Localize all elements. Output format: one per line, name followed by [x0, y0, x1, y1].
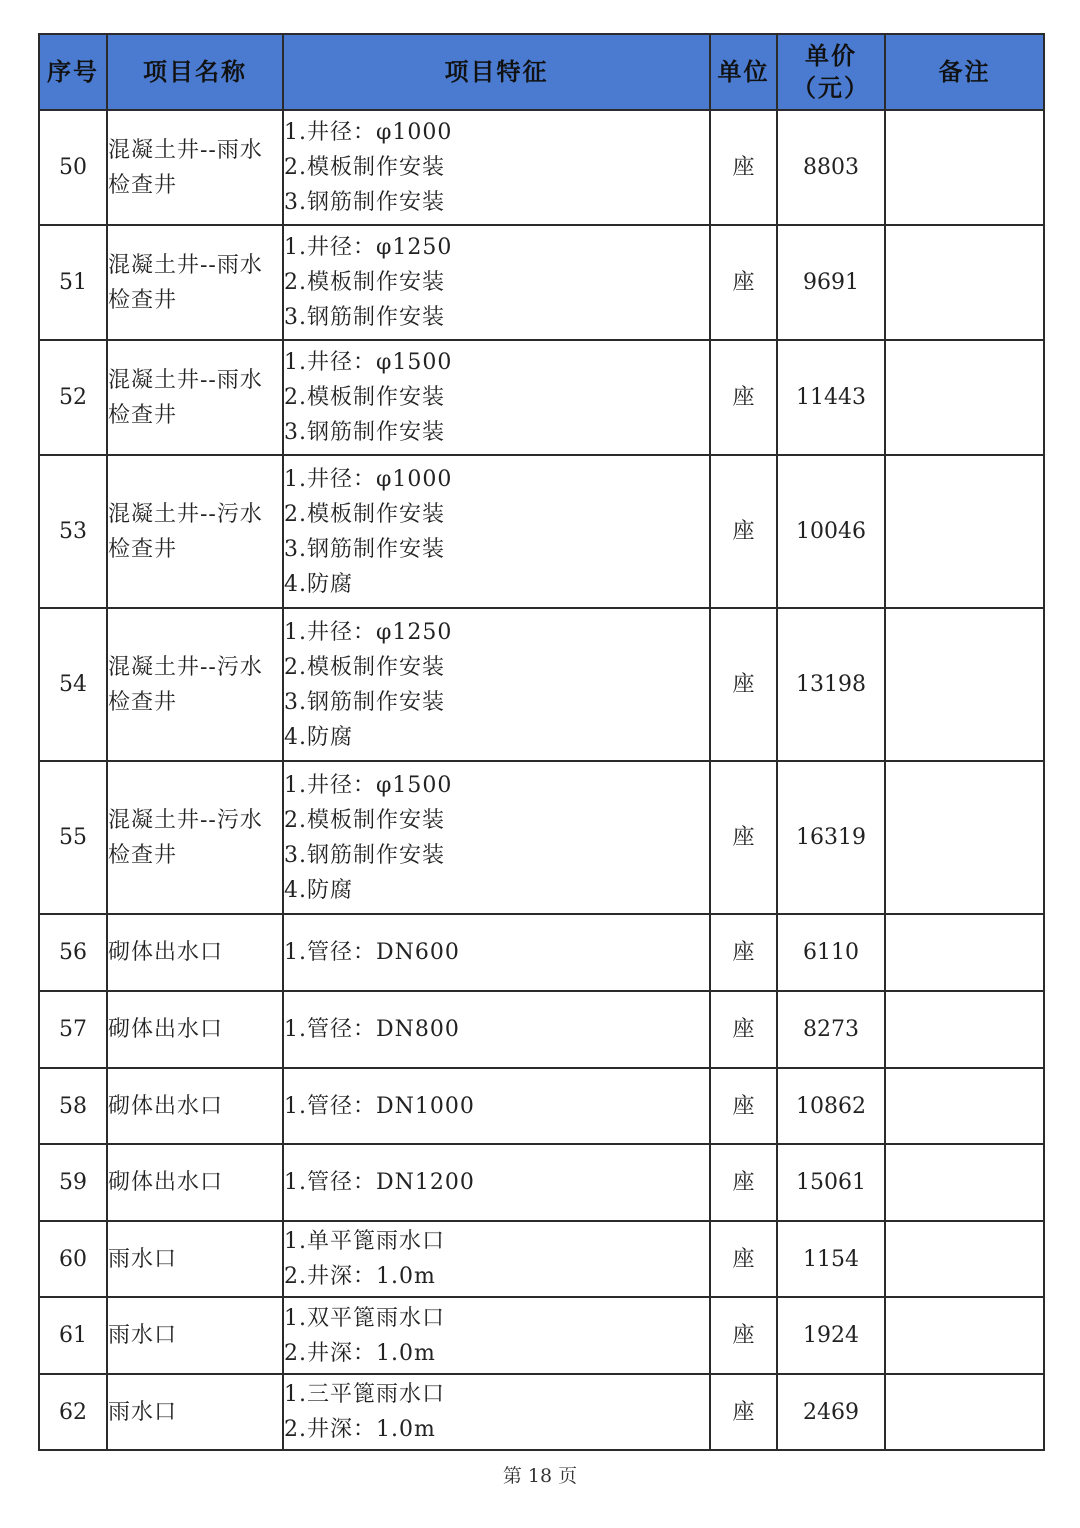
row-name-cell [107, 1221, 283, 1297]
table-row [39, 110, 1044, 225]
row-feature-line: 1.三平篦雨水口 [284, 1382, 445, 1407]
row-feature-line: 2.模板制作安装 [284, 501, 445, 527]
row-note-cell [885, 1144, 1044, 1221]
row-feature-line: 3.钢筋制作安装 [284, 689, 445, 715]
row-name-line: 检查井 [108, 536, 178, 562]
row-note-cell [885, 914, 1044, 991]
row-feature-cell [283, 1221, 710, 1297]
table-row [39, 608, 1044, 761]
row-price-cell: 10046 [777, 455, 885, 608]
table-row [39, 1297, 1044, 1374]
table-header [39, 34, 1044, 110]
row-unit-cell: 座 [710, 455, 777, 608]
row-name-line: 砌体出水口 [108, 1170, 224, 1195]
row-name-line: 雨水口 [108, 1323, 178, 1348]
row-feature-line: 1.双平篦雨水口 [284, 1305, 445, 1331]
row-feature-cell [283, 1297, 710, 1374]
row-name-cell [107, 455, 283, 608]
row-name-line: 雨水口 [108, 1246, 178, 1272]
table-row [39, 455, 1044, 608]
row-name-cell [107, 608, 283, 761]
row-feature-line: 2.井深：1.0m [284, 1340, 436, 1366]
table-body [39, 110, 1044, 1450]
row-feature-cell [283, 914, 710, 991]
row-feature-cell [283, 1374, 710, 1450]
row-price-cell: 16319 [777, 761, 885, 914]
row-name-line: 混凝土井--污水 [108, 807, 263, 833]
row-feature-cell [283, 110, 710, 225]
row-feature-line: 3.钢筋制作安装 [284, 190, 445, 215]
row-feature-line: 4.防腐 [284, 571, 353, 597]
row-price-cell: 15061 [777, 1144, 885, 1221]
row-name-line: 混凝土井--污水 [108, 501, 263, 527]
row-feature-line: 1.井径：φ1250 [284, 619, 453, 645]
header-name: 项目名称 [107, 34, 283, 110]
row-name-cell [107, 1374, 283, 1450]
row-price-cell: 6110 [777, 914, 885, 991]
table-row [39, 991, 1044, 1068]
row-note-cell [885, 1068, 1044, 1144]
row-feature-line: 4.防腐 [284, 877, 353, 903]
row-feature-cell [283, 340, 710, 455]
row-seq-cell: 50 [39, 110, 107, 225]
row-feature-cell [283, 991, 710, 1068]
row-name-line: 混凝土井--雨水 [108, 252, 263, 278]
row-name-line: 混凝土井--雨水 [108, 367, 263, 393]
row-feature-cell [283, 1144, 710, 1221]
row-feature-line: 2.模板制作安装 [284, 155, 445, 180]
row-feature-cell [283, 761, 710, 914]
row-name-cell [107, 1144, 283, 1221]
row-note-cell [885, 608, 1044, 761]
row-name-cell [107, 1068, 283, 1144]
row-seq-cell: 61 [39, 1297, 107, 1374]
row-feature-cell [283, 455, 710, 608]
header-seq: 序号 [39, 34, 107, 110]
row-name-line: 检查井 [108, 842, 178, 868]
row-feature-line: 1.井径：φ1250 [284, 235, 453, 260]
price-table [38, 33, 1045, 1451]
row-feature-cell [283, 225, 710, 340]
row-name-cell [107, 340, 283, 455]
table-row [39, 914, 1044, 991]
row-unit-cell: 座 [710, 225, 777, 340]
header-price [777, 34, 885, 110]
row-feature-line: 4.防腐 [284, 724, 353, 750]
row-name-line: 砌体出水口 [108, 1017, 224, 1042]
row-unit-cell: 座 [710, 991, 777, 1068]
row-price-cell: 1924 [777, 1297, 885, 1374]
row-feature-line: 1.管径：DN600 [284, 940, 460, 965]
row-unit-cell: 座 [710, 340, 777, 455]
row-price-cell: 9691 [777, 225, 885, 340]
row-price-cell: 2469 [777, 1374, 885, 1450]
row-feature-line: 3.钢筋制作安装 [284, 842, 445, 868]
row-note-cell [885, 110, 1044, 225]
row-price-cell: 8803 [777, 110, 885, 225]
table-row [39, 340, 1044, 455]
row-price-cell: 10862 [777, 1068, 885, 1144]
row-unit-cell: 座 [710, 1144, 777, 1221]
header-row [39, 34, 1044, 110]
table-row [39, 1374, 1044, 1450]
page-number: 第 18 页 [502, 1465, 578, 1487]
row-unit-cell: 座 [710, 914, 777, 991]
row-seq-cell: 57 [39, 991, 107, 1068]
row-unit-cell: 座 [710, 1068, 777, 1144]
row-unit-cell: 座 [710, 1374, 777, 1450]
row-feature-line: 1.管径：DN1200 [284, 1170, 475, 1195]
table-row [39, 225, 1044, 340]
row-feature-line: 1.井径：φ1000 [284, 466, 453, 492]
row-unit-cell: 座 [710, 110, 777, 225]
row-price-cell: 1154 [777, 1221, 885, 1297]
row-unit-cell: 座 [710, 608, 777, 761]
row-feature-line: 2.井深：1.0m [284, 1417, 436, 1442]
row-feature-line: 1.井径：φ1500 [284, 772, 453, 798]
row-name-line: 检查井 [108, 287, 178, 313]
row-note-cell [885, 1297, 1044, 1374]
row-name-line: 检查井 [108, 689, 178, 715]
row-note-cell [885, 225, 1044, 340]
row-name-line: 混凝土井--污水 [108, 654, 263, 680]
row-price-cell: 11443 [777, 340, 885, 455]
row-seq-cell: 60 [39, 1221, 107, 1297]
row-feature-line: 1.井径：φ1500 [284, 350, 453, 375]
row-name-cell [107, 991, 283, 1068]
row-name-line: 砌体出水口 [108, 940, 224, 965]
row-feature-cell [283, 1068, 710, 1144]
row-name-line: 混凝土井--雨水 [108, 137, 263, 163]
row-name-line: 检查井 [108, 402, 178, 428]
row-name-line: 砌体出水口 [108, 1093, 224, 1119]
row-name-cell [107, 225, 283, 340]
row-note-cell [885, 455, 1044, 608]
row-feature-line: 2.模板制作安装 [284, 654, 445, 680]
row-note-cell [885, 340, 1044, 455]
row-name-cell [107, 110, 283, 225]
row-price-cell: 8273 [777, 991, 885, 1068]
row-feature-line: 3.钢筋制作安装 [284, 536, 445, 562]
row-feature-line: 2.模板制作安装 [284, 385, 445, 410]
header-feature: 项目特征 [283, 34, 710, 110]
row-feature-line: 3.钢筋制作安装 [284, 305, 445, 330]
row-seq-cell: 58 [39, 1068, 107, 1144]
header-price-line2: （元） [792, 73, 870, 102]
header-unit: 单位 [710, 34, 777, 110]
row-feature-cell [283, 608, 710, 761]
row-feature-line: 2.模板制作安装 [284, 270, 445, 295]
row-seq-cell: 59 [39, 1144, 107, 1221]
row-unit-cell: 座 [710, 1221, 777, 1297]
row-seq-cell: 52 [39, 340, 107, 455]
row-feature-line: 1.井径：φ1000 [284, 120, 453, 145]
header-note: 备注 [885, 34, 1044, 110]
row-feature-line: 1.管径：DN1000 [284, 1093, 475, 1119]
table-row [39, 1068, 1044, 1144]
row-feature-line: 1.单平篦雨水口 [284, 1229, 445, 1254]
row-name-line: 雨水口 [108, 1399, 178, 1425]
row-seq-cell: 51 [39, 225, 107, 340]
row-note-cell [885, 761, 1044, 914]
row-unit-cell: 座 [710, 761, 777, 914]
row-feature-line: 2.井深：1.0m [284, 1264, 436, 1289]
row-unit-cell: 座 [710, 1297, 777, 1374]
row-name-cell [107, 761, 283, 914]
table-row [39, 1221, 1044, 1297]
row-name-cell [107, 914, 283, 991]
row-feature-line: 1.管径：DN800 [284, 1017, 460, 1042]
table-row [39, 761, 1044, 914]
row-name-line: 检查井 [108, 172, 178, 198]
row-feature-line: 2.模板制作安装 [284, 807, 445, 833]
row-note-cell [885, 1374, 1044, 1450]
row-name-cell [107, 1297, 283, 1374]
row-note-cell [885, 1221, 1044, 1297]
row-price-cell: 13198 [777, 608, 885, 761]
row-note-cell [885, 991, 1044, 1068]
table-row [39, 1144, 1044, 1221]
header-price-line1: 单价 [805, 40, 857, 70]
row-seq-cell: 53 [39, 455, 107, 608]
row-feature-line: 3.钢筋制作安装 [284, 420, 445, 445]
row-seq-cell: 54 [39, 608, 107, 761]
row-seq-cell: 55 [39, 761, 107, 914]
row-seq-cell: 56 [39, 914, 107, 991]
row-seq-cell: 62 [39, 1374, 107, 1450]
